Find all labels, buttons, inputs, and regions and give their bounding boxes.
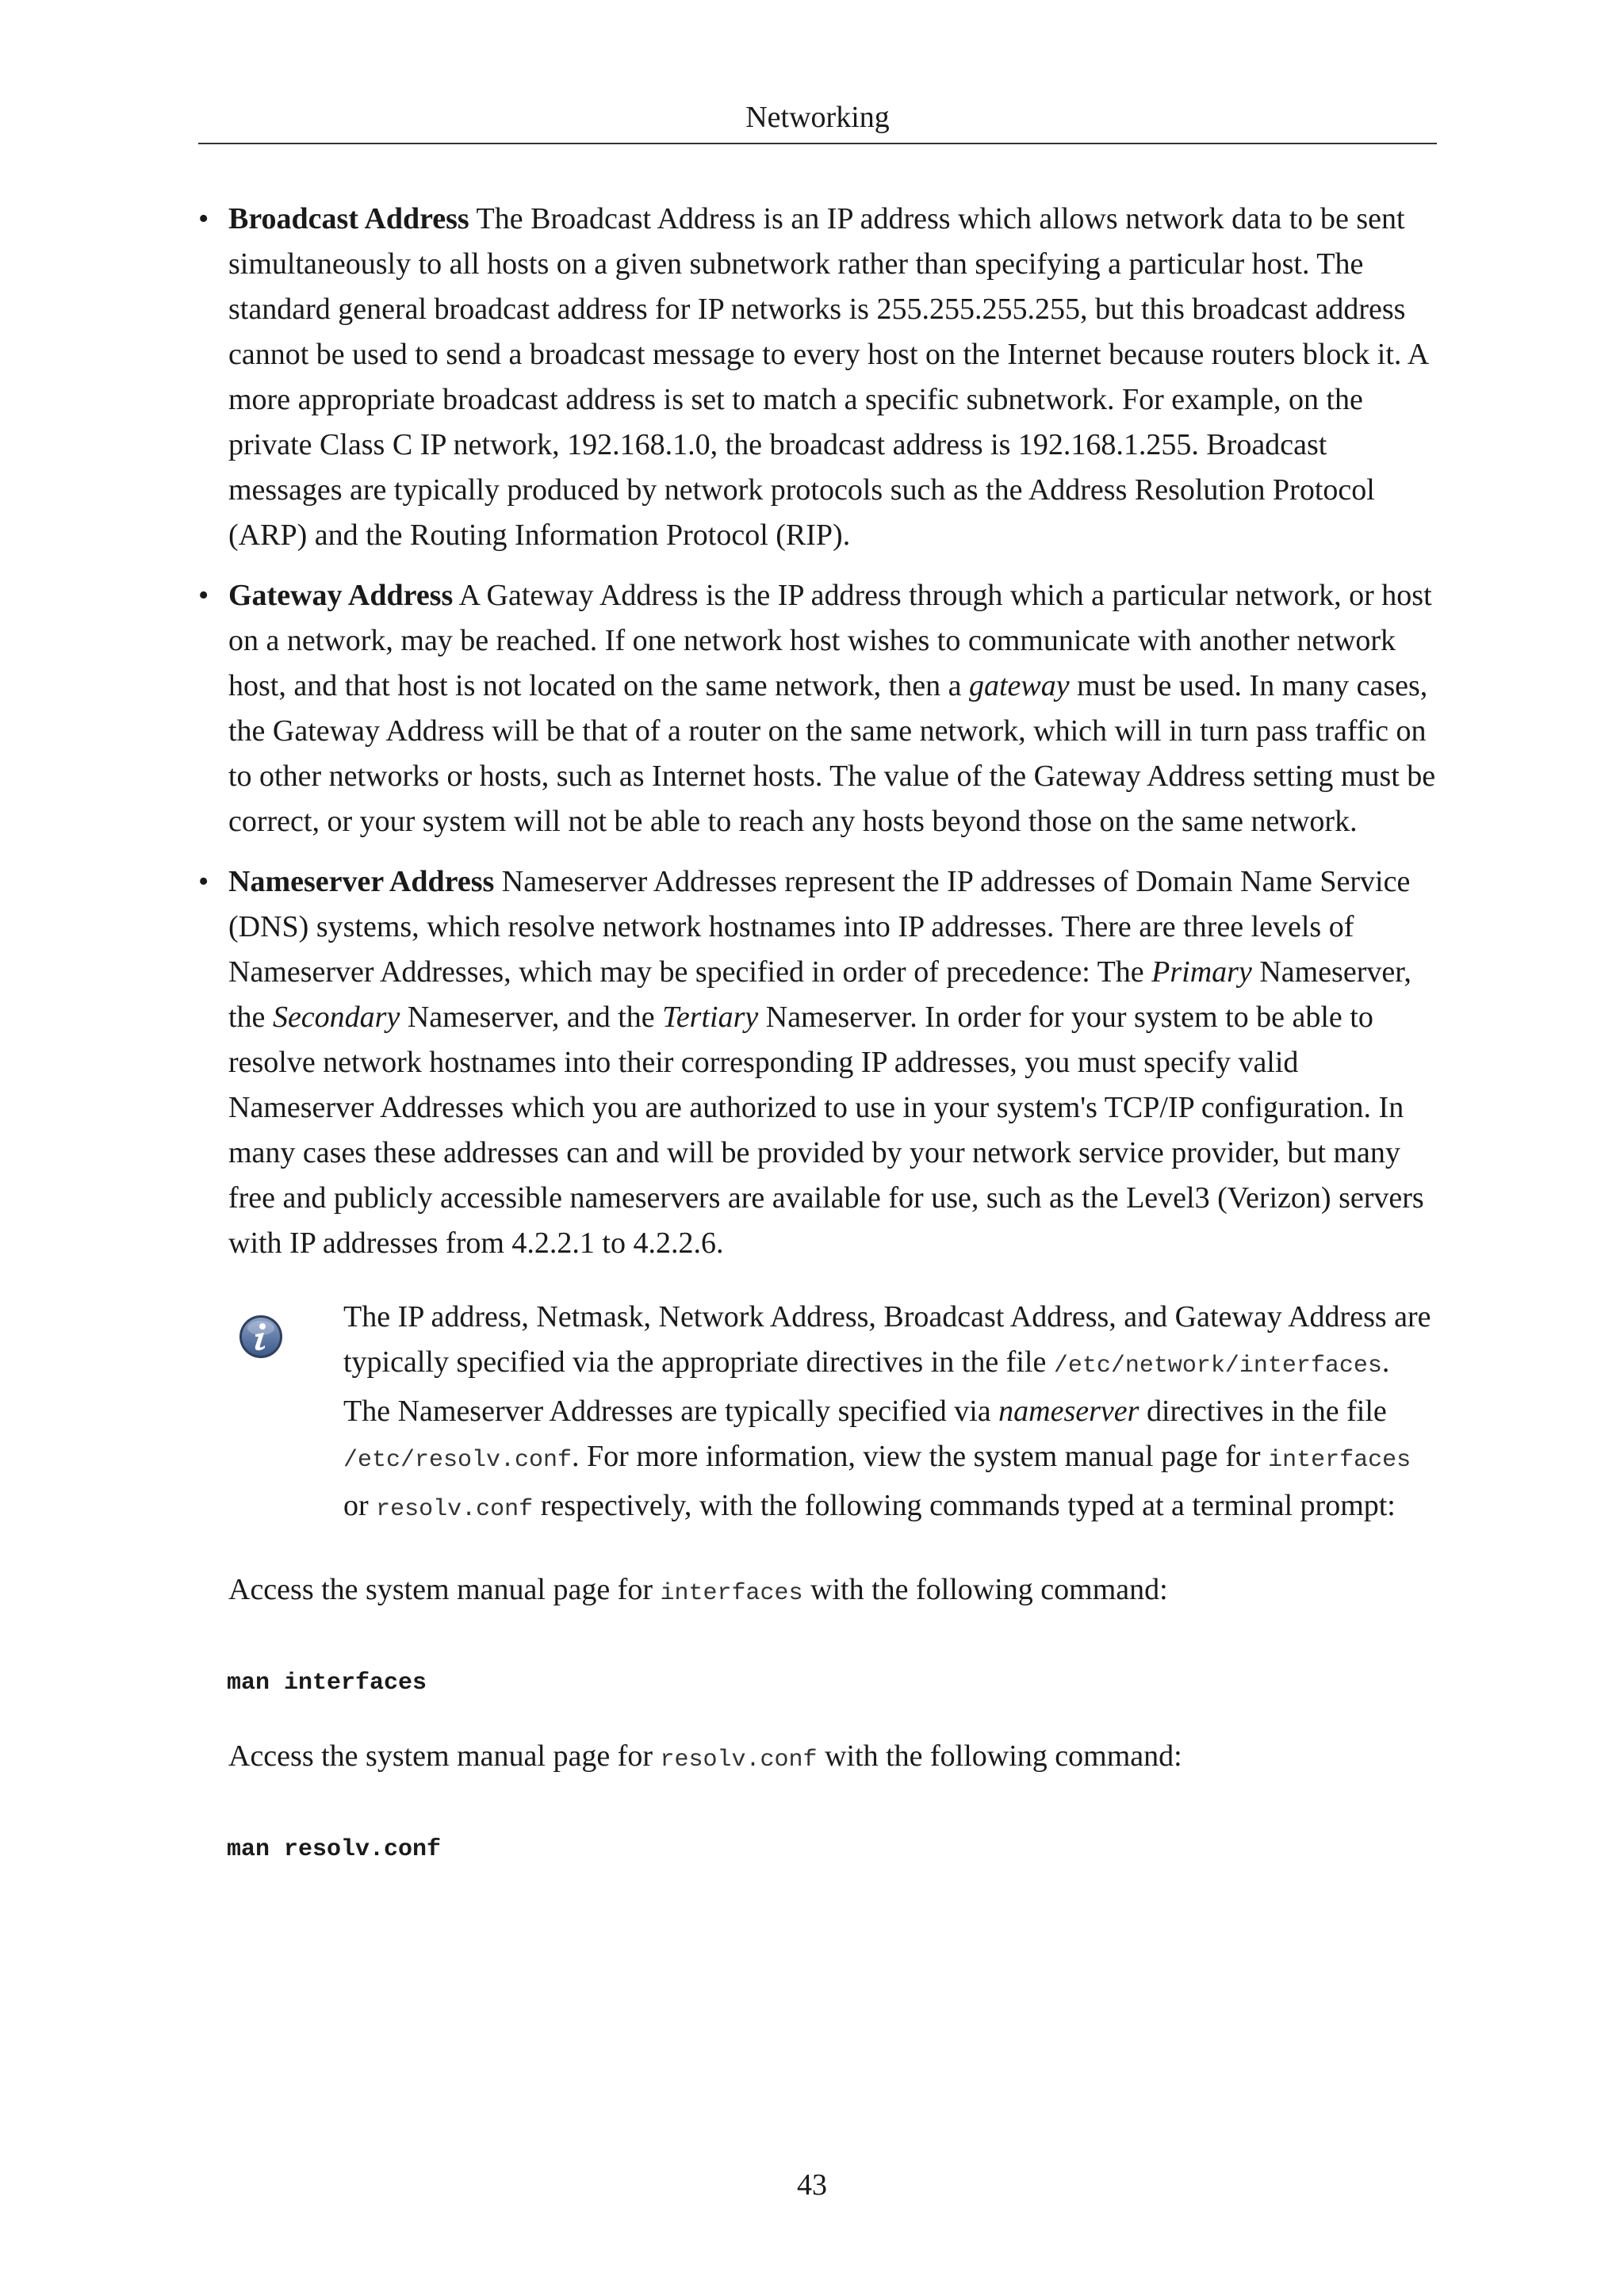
list-item-gateway-address <box>198 573 1443 844</box>
header-title: Networking <box>745 101 890 134</box>
definition-text: must be used. In many cases, the Gateway Address will be that of a router on the same network, which will in turn pass traffic on to other networks or hosts, such as Internet hosts. The value of the Gateway Address setting must be correct, or your system will not be able to reach any hosts beyond those on the same network. <box>228 669 1436 838</box>
definition-text: Nameserver, the <box>228 955 1411 1034</box>
emphasis-nameserver: nameserver <box>998 1395 1139 1428</box>
term-gateway-address: Gateway Address <box>228 579 454 612</box>
note-box <box>228 1295 1443 1533</box>
bullet-icon: • <box>198 579 209 612</box>
instruction-text: Access the system manual page for <box>228 1573 661 1606</box>
emphasis-secondary: Secondary <box>272 1001 400 1034</box>
info-icon <box>238 1314 284 1360</box>
list-item-broadcast-address <box>198 197 1443 558</box>
file-path-resolv-conf: /etc/resolv.conf <box>343 1447 573 1474</box>
instruction-paragraph-interfaces <box>228 1567 1443 1617</box>
definition-text: Nameserver, and the <box>400 1001 663 1034</box>
page-content <box>198 197 1443 1866</box>
emphasis-primary: Primary <box>1151 955 1252 989</box>
code-resolv-conf: resolv.conf <box>660 1747 818 1774</box>
code-interfaces: interfaces <box>660 1580 803 1607</box>
note-text-part: directives in the file <box>1139 1395 1387 1428</box>
note-text <box>343 1295 1443 1533</box>
instruction-text: with the following command: <box>802 1573 1168 1606</box>
page-number: 43 <box>797 2168 827 2202</box>
definition-list <box>198 197 1443 1266</box>
emphasis-tertiary: Tertiary <box>662 1001 759 1034</box>
code-resolv-conf: resolv.conf <box>376 1496 534 1523</box>
list-item-nameserver-address <box>198 859 1443 1266</box>
instruction-paragraph-resolv-conf <box>228 1734 1443 1783</box>
command-man-resolv-conf: man resolv.conf <box>227 1836 442 1863</box>
note-text-part: or <box>343 1489 377 1522</box>
instruction-text: Access the system manual page for <box>228 1739 661 1773</box>
note-text-part: The IP address, Netmask, Network Address, Broadcast Address, and Gateway Address are typically specified via the appropriate directives in the file <box>343 1300 1431 1379</box>
bullet-icon: • <box>198 865 209 898</box>
command-man-interfaces: man interfaces <box>227 1670 427 1697</box>
definition-text: Nameserver. In order for your system to be able to resolve network hostnames into their corresponding IP addresses, you must specify valid Nameserver Addresses which you are authorized to use in your system's TCP/IP configuration. In many cases these addresses can and will be provided by your network service provider, but many free and publicly accessible nameservers are available for use, such as the Level3 (Verizon) servers with IP addresses from 4.2.2.1 to 4.2.2.6. <box>228 1001 1424 1260</box>
definition-text: The Broadcast Address is an IP address which allows network data to be sent simultaneously to all hosts on a given subnetwork rather than specifying a particular host. The standard general broadcast address for IP networks is 255.255.255.255, but this broadcast address cannot be used to send a broadcast message to every host on the Internet because routers block it. A more appropriate broadcast address is set to match a specific subnetwork. For example, on the private Class C IP network, 192.168.1.0, the broadcast address is 192.168.1.255. Broadcast messages are typically produced by network protocols such as the Address Resolution Protocol (ARP) and the Routing Information Protocol (RIP). <box>228 202 1428 552</box>
definition-text: Nameserver Addresses represent the IP addresses of Domain Name Service (DNS) systems, which resolve network hostnames into IP addresses. There are three levels of Nameserver Addresses, which may be specified in order of precedence: The <box>228 865 1411 989</box>
note-text-part: . For more information, view the system manual page for <box>572 1440 1269 1473</box>
instruction-text: with the following command: <box>817 1739 1182 1773</box>
definition-text: A Gateway Address is the IP address through which a particular network, or host on a network, may be reached. If one network host wishes to communicate with another network host, and that host is not located on the same network, then a <box>228 579 1432 702</box>
note-text-part: respectively, with the following commands typed at a terminal prompt: <box>533 1489 1396 1522</box>
bullet-icon: • <box>198 202 209 235</box>
emphasis-gateway: gateway <box>968 669 1070 702</box>
term-broadcast-address: Broadcast Address <box>228 202 469 235</box>
note-text-part: . The Nameserver Addresses are typically specified via <box>343 1345 1390 1428</box>
page-header <box>198 98 1437 144</box>
code-interfaces: interfaces <box>1268 1447 1411 1474</box>
term-nameserver-address: Nameserver Address <box>228 865 495 898</box>
file-path-interfaces: /etc/network/interfaces <box>1053 1353 1382 1380</box>
